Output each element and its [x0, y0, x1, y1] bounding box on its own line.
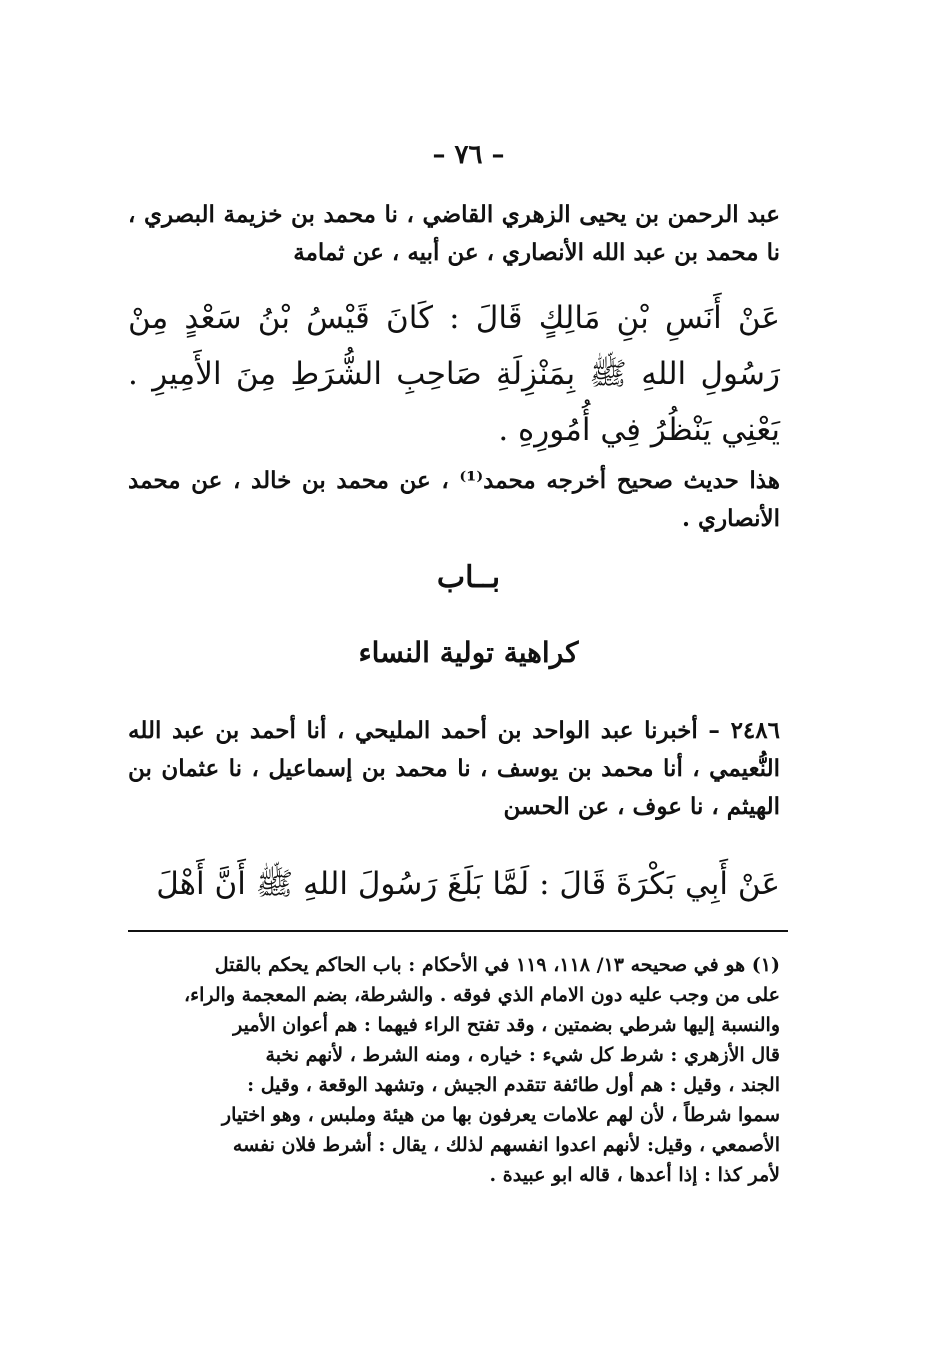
isnad-previous-hadith: عبد الرحمن بن يحيى الزهري القاضي ، نا محمد بن خزيمة البصري ، نا محمد بن عبد الله الأنصاري ، عن أبيه ، عن ثمامة [128, 201, 780, 266]
matn-previous-hadith: عَنْ أَنَسِ بْنِ مَالِكٍ قَالَ : كَانَ قَيْسُ بْنُ سَعْدٍ مِنْ رَسُولِ اللهِ ﷺ بِمَنْزِلَةِ صَاحِبِ الشُّرَطِ مِنَ الأَمِيرِ . يَعْنِي يَنْظُرُ فِي أُمُورِهِ . [128, 300, 780, 448]
footnote-line: قال الأزهري : شرط كل شيء : خياره ، ومنه الشرط ، لأنهم نخبة [265, 1044, 780, 1066]
chapter-title: كراهية تولية النساء [358, 636, 579, 669]
footnote-line: سموا شرطاً ، لأن لهم علامات يعرفون بها من هيئة وملبس ، وهو اختيار [221, 1104, 780, 1126]
page-number: – ٧٦ – [432, 140, 505, 170]
footnote-line: لأمر كذا : إذا أعدها ، قاله ابو عبيدة . [489, 1164, 780, 1186]
isnad-hadith-2486: ٢٤٨٦ – أخبرنا عبد الواحد بن أحمد المليحي ، أنا أحمد بن عبد الله النُّعيمي ، أنا محمد بن يوسف ، نا محمد بن إسماعيل ، نا عثمان بن الهيثم ، نا عوف ، عن الحسن [128, 717, 780, 820]
chapter-label: بــاب [436, 560, 501, 595]
footnote-line: (١) هو في صحيحه ١٣/ ١١٨، ١١٩ في الأحكام : باب الحاكم يحكم بالقتل [214, 954, 780, 976]
footnote-line: والنسبة إليها شرطي بضمتين ، وقد تفتح الراء فيهما : هم أعوان الأمير [233, 1014, 780, 1036]
footnote [128, 950, 780, 1190]
footnote-line: على من وجب عليه دون الامام الذي فوقه . والشرطة، بضم المعجمة والراء، [184, 984, 780, 1006]
footnote-line: الجند ، وقيل : هم أول طائفة تتقدم الجيش ، وتشهد الوقعة ، وقيل : [247, 1074, 780, 1096]
footnote-line: الأصمعي ، وقيل: لأنهم اعدوا انفسهم لذلك ، يقال : أشرط فلان نفسه [232, 1134, 780, 1156]
matn-hadith-2486: عَنْ أَبِي بَكْرَةَ قَالَ : لَمَّا بَلَغَ رَسُولَ اللهِ ﷺ أَنَّ أَهْلَ [156, 866, 780, 902]
grading-comment: هذا حديث صحيح أخرجه محمد⁽¹⁾ ، عن محمد بن خالد ، عن محمد الأنصاري . [128, 467, 780, 532]
footnote-separator [128, 930, 788, 932]
